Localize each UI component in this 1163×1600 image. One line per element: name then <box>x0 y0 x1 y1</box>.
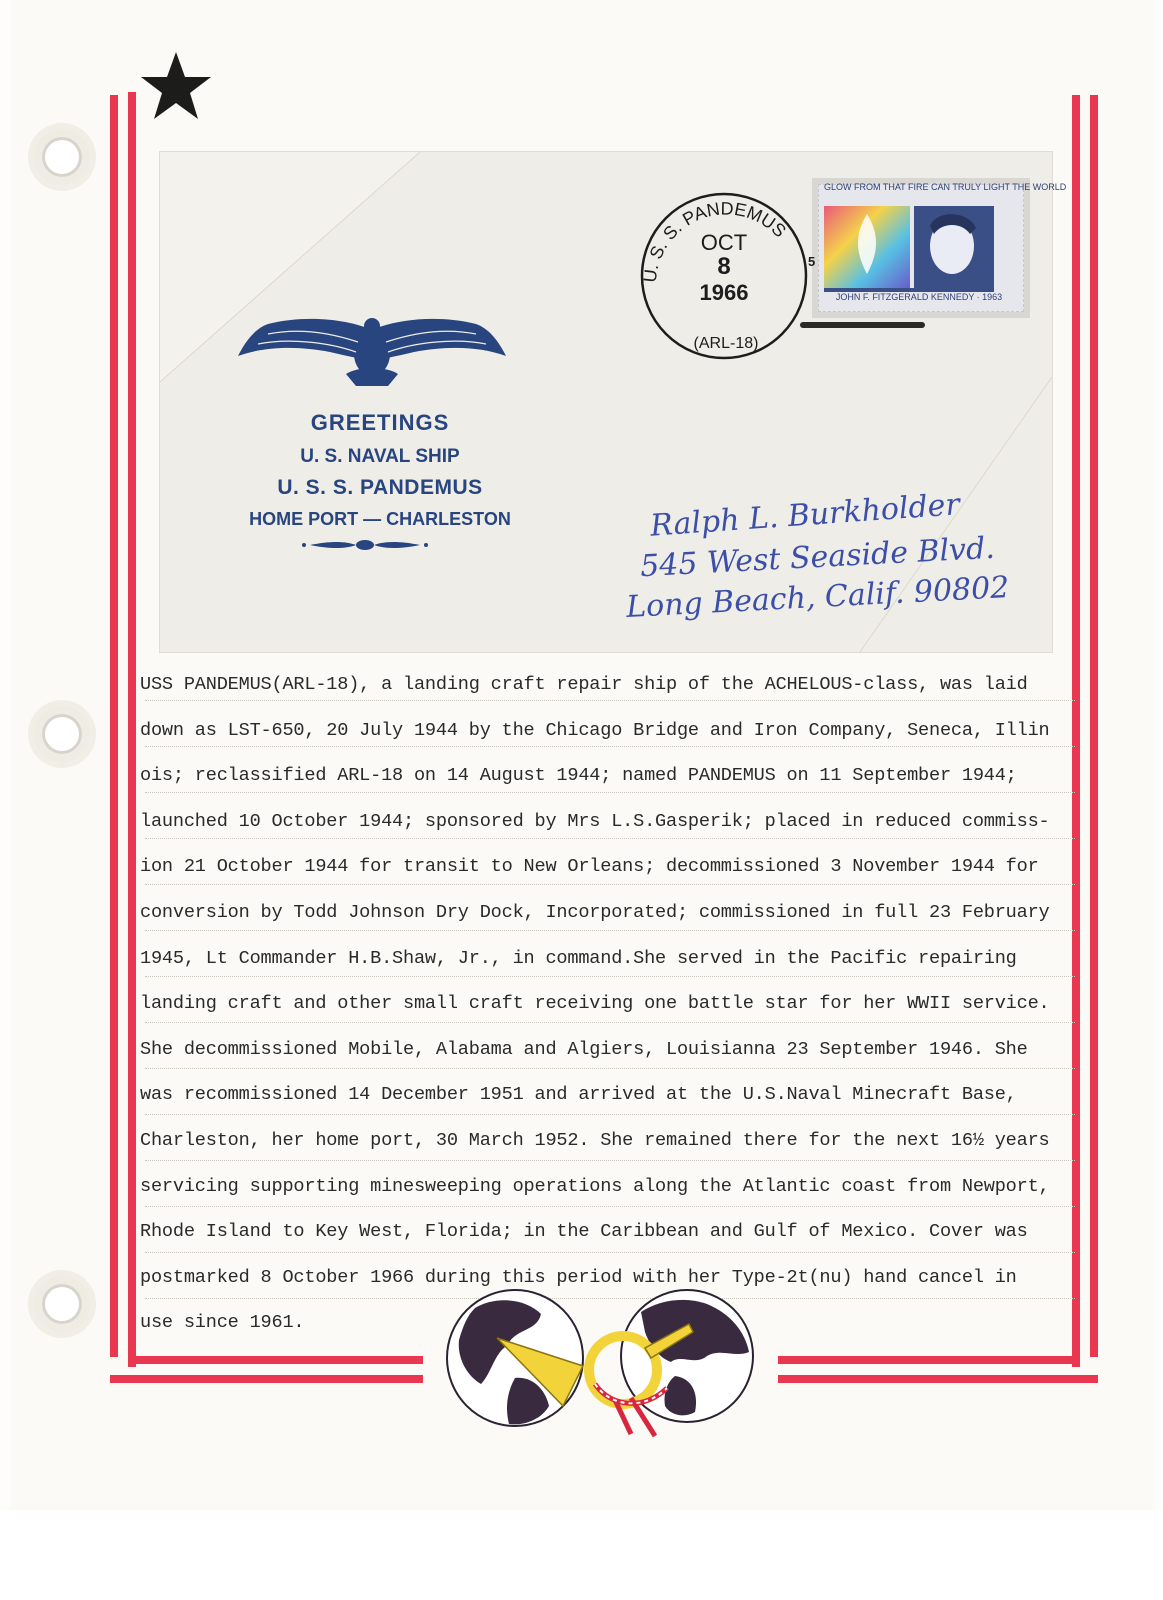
address-name: Ralph L. Burkholder <box>649 487 961 544</box>
postmark-month: OCT <box>700 230 748 255</box>
address-city: Long Beach, Calif. 90802 <box>625 569 1011 626</box>
history-line: ois; reclassified ARL-18 on 14 August 1944; named PANDEMUS on 11 September 1944; <box>140 765 1017 787</box>
history-line: use since 1961. <box>140 1312 305 1334</box>
border-stripe-left-inner <box>128 92 136 1367</box>
history-line: postmarked 8 October 1966 during this period with her Type-2t(nu) hand cancel in <box>140 1266 1017 1288</box>
stamp-name-text: JOHN F. FITZGERALD KENNEDY · 1963 <box>835 292 1003 302</box>
postmark-icon <box>636 188 816 368</box>
punch-hole <box>42 137 82 177</box>
postmark-hull: (ARL-18) <box>693 335 759 352</box>
address-street: 545 West Seaside Blvd. <box>639 530 996 585</box>
eagle-icon <box>238 312 506 390</box>
history-line: USS PANDEMUS(ARL-18), a landing craft repair ship of the ACHELOUS-class, was laid <box>140 674 1028 695</box>
postmark-day: 8 <box>717 253 731 280</box>
postmark-ship: U. S. S. PANDEMUS <box>639 198 790 284</box>
history-line: ion 21 October 1944 for transit to New Orleans; decommissioned 3 November 1944 for <box>140 856 1039 878</box>
border-stripe-bottom-left <box>110 1375 423 1383</box>
history-line: She decommissioned Mobile, Alabama and Algiers, Louisianna 23 September 1946. She <box>140 1038 1028 1060</box>
ornament-divider-icon <box>300 538 430 552</box>
history-line: Charleston, her home port, 30 March 1952. She remained there for the next 16½ years <box>140 1129 1050 1151</box>
postmark-year: 1966 <box>699 280 749 305</box>
punch-hole <box>42 1284 82 1324</box>
cachet-line-home-port: HOME PORT — CHARLESTON <box>249 509 511 529</box>
history-line: launched 10 October 1944; sponsored by Mrs L.S.Gasperik; placed in reduced commiss- <box>140 810 1050 832</box>
history-line: was recommissioned 14 December 1951 and arrived at the U.S.Naval Minecraft Base, <box>140 1084 1017 1106</box>
border-stripe-right-outer <box>1090 95 1098 1357</box>
stamp-top-text: GLOW FROM THAT FIRE CAN TRULY LIGHT THE WORLD <box>824 182 1067 192</box>
punch-hole <box>42 714 82 754</box>
cancel-bar <box>800 322 925 328</box>
kennedy-stamp <box>808 178 1067 318</box>
cachet-line-ship-name: U. S. S. PANDEMUS <box>277 476 483 499</box>
ship-history-text <box>140 662 1080 1346</box>
history-line: landing craft and other small craft receiving one battle star for her WWII service. <box>140 993 1050 1015</box>
history-line: 1945, Lt Commander H.B.Shaw, Jr., in command.She served in the Pacific repairing <box>140 947 1017 969</box>
border-stripe-left-outer <box>110 95 118 1357</box>
cachet-line-naval-ship: U. S. NAVAL SHIP <box>300 446 460 467</box>
border-stripe-bottom-right <box>778 1356 1080 1364</box>
cachet-greetings: GREETINGS <box>310 410 450 435</box>
border-stripe-bottom-left <box>128 1356 423 1364</box>
border-stripe-bottom-right <box>778 1375 1098 1383</box>
history-line: conversion by Todd Johnson Dry Dock, Incorporated; commissioned in full 23 February <box>140 901 1050 923</box>
history-line: servicing supporting minesweeping operations along the Atlantic coast from Newport, <box>140 1175 1050 1197</box>
scan-margin <box>0 1510 1163 1600</box>
posthorn-globe-icon <box>445 1288 757 1436</box>
history-line: down as LST-650, 20 July 1944 by the Chicago Bridge and Iron Company, Seneca, Illin <box>140 719 1050 741</box>
star-icon <box>140 50 212 122</box>
history-line: Rhode Island to Key West, Florida; in the Caribbean and Gulf of Mexico. Cover was <box>140 1221 1028 1243</box>
stamp-value: 5 <box>808 254 816 269</box>
